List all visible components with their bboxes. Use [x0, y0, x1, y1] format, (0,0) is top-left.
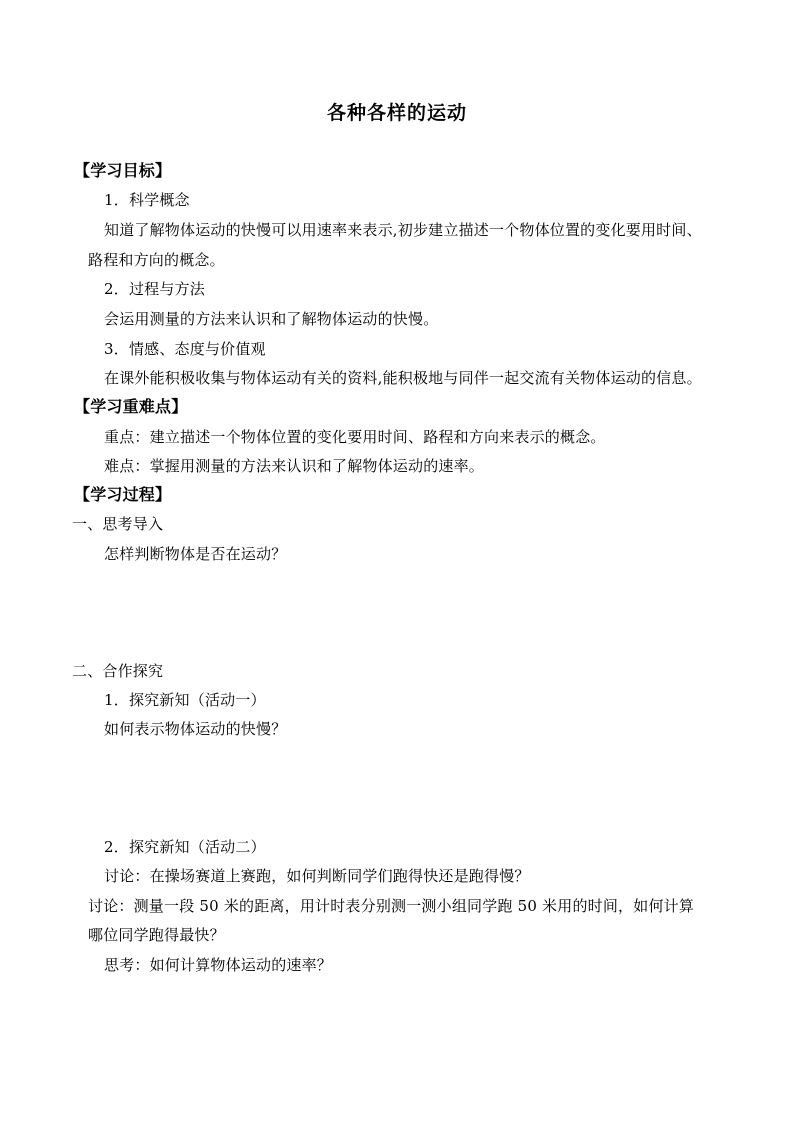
- activity-1-title: 1．探究新知（活动一）: [104, 691, 266, 709]
- objective-2-text: 会运用测量的方法来认识和了解物体运动的快慢。: [104, 310, 439, 328]
- discussion-1: 讨论：在操场赛道上赛跑，如何判断同学们跑得快还是跑得慢？: [104, 867, 530, 885]
- process-heading: 【学习过程】: [74, 485, 172, 504]
- section-1-title: 一、思考导入: [72, 515, 164, 533]
- think-question: 思考：如何计算物体运动的速率？: [104, 956, 333, 974]
- discussion-2-line1: 讨论：测量一段 50 米的距离，用计时表分别测一测小组同学跑 50 米用的时间，如何计算: [88, 897, 695, 915]
- objective-1-title: 1．科学概念: [104, 191, 190, 209]
- discussion-2-line2: 哪位同学跑得最快？: [88, 926, 225, 944]
- section-2-title: 二、合作探究: [72, 662, 164, 680]
- difficult-point: 难点：掌握用测量的方法来认识和了解物体运动的速率。: [104, 457, 485, 475]
- objective-3-text: 在课外能积极收集与物体运动有关的资料,能积极地与同伴一起交流有关物体运动的信息。: [104, 369, 702, 387]
- key-point: 重点：建立描述一个物体位置的变化要用时间、路程和方向来表示的概念。: [104, 428, 606, 446]
- key-points-heading: 【学习重难点】: [74, 397, 188, 416]
- objective-1-text-line2: 路程和方向的概念。: [88, 251, 225, 269]
- activity-2-title: 2．探究新知（活动二）: [104, 838, 266, 856]
- objective-1-text-line1: 知道了解物体运动的快慢可以用速率来表示,初步建立描述一个物体位置的变化要用时间、: [104, 221, 702, 239]
- page-title: 各种各样的运动: [326, 102, 467, 124]
- objectives-heading: 【学习目标】: [74, 161, 172, 180]
- activity-1-question: 如何表示物体运动的快慢？: [104, 720, 287, 738]
- section-1-question: 怎样判断物体是否在运动？: [104, 545, 287, 563]
- objective-2-title: 2．过程与方法: [104, 280, 205, 298]
- objective-3-title: 3．情感、态度与价值观: [104, 340, 266, 358]
